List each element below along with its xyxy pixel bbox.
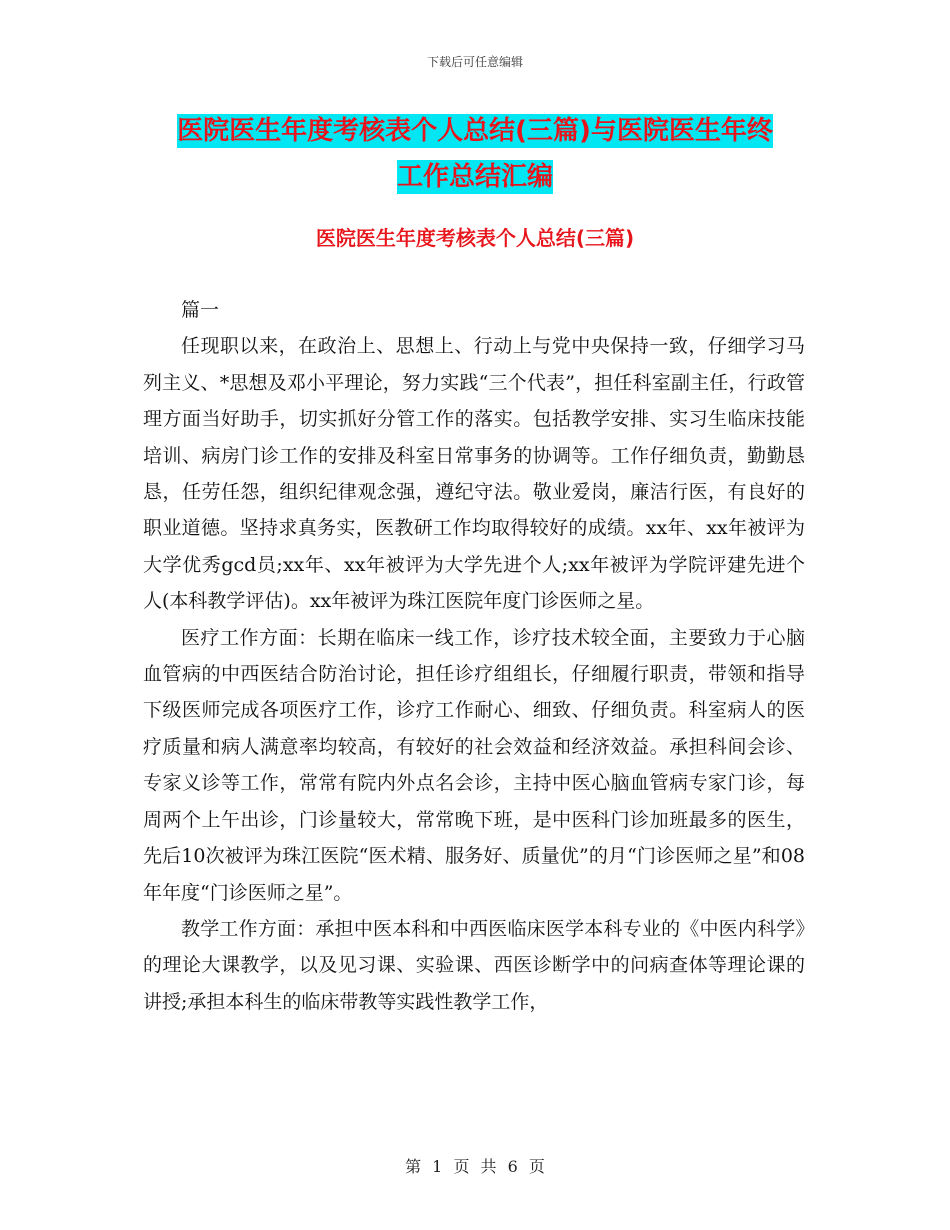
page-footer: 第 1 页 共 6 页 (405, 1157, 545, 1176)
header-note: 下载后可任意编辑 (426, 55, 523, 69)
document-title (120, 108, 830, 200)
paragraph-part-label: 篇一 (181, 299, 220, 321)
body-text (143, 292, 805, 1020)
document-title-line-2: 工作总结汇编 (396, 162, 553, 192)
section-title: 医院医生年度考核表个人总结(三篇) (315, 226, 635, 250)
document-title-line-1: 医院医生年度考核表个人总结(三篇)与医院医生年终 (177, 116, 773, 146)
paragraph: 任现职以来，在政治上、思想上、行动上与党中央保持一致，仔细学习马列主义、*思想及邓小平理论，努力实践“三个代表”，担任科室副主任，行政管理方面当好助手，切实抓好分管工作的落实。包括教学安排、实习生临床技能培训、病房门诊工作的安排及科室日常事务的协调等。工作仔细负责，勤勤恳恳，任劳任怨，组织纪律观念强，遵纪守法。敬业爱岗，廉洁行医，有良好的职业道德。坚持求真务实，医教研工作均取得较好的成绩。xx年、xx年被评为大学优秀gcd员;xx年、xx年被评为大学先进个人;xx年被评为学院评建先进个人(本科教学评估)。xx年被评为珠江医院年度门诊医师之星。 (143, 335, 805, 613)
paragraph: 医疗工作方面：长期在临床一线工作，诊疗技术较全面，主要致力于心脑血管病的中西医结合防治讨论，担任诊疗组组长，仔细履行职责，带领和指导下级医师完成各项医疗工作，诊疗工作耐心、细致、仔细负责。科室病人的医疗质量和病人满意率均较高，有较好的社会效益和经济效益。承担科间会诊、专家义诊等工作，常常有院内外点名会诊，主持中医心脑血管病专家门诊，每周两个上午出诊，门诊量较大，常常晚下班，是中医科门诊加班最多的医生，先后10次被评为珠江医院“医术精、服务好、质量优”的月“门诊医师之星”和08年年度“门诊医师之星”。 (143, 626, 805, 904)
paragraph: 教学工作方面：承担中医本科和中西医临床医学本科专业的《中医内科学》的理论大课教学，以及见习课、实验课、西医诊断学中的问病查体等理论课的讲授;承担本科生的临床带教等实践性教学工作， (143, 917, 805, 1013)
